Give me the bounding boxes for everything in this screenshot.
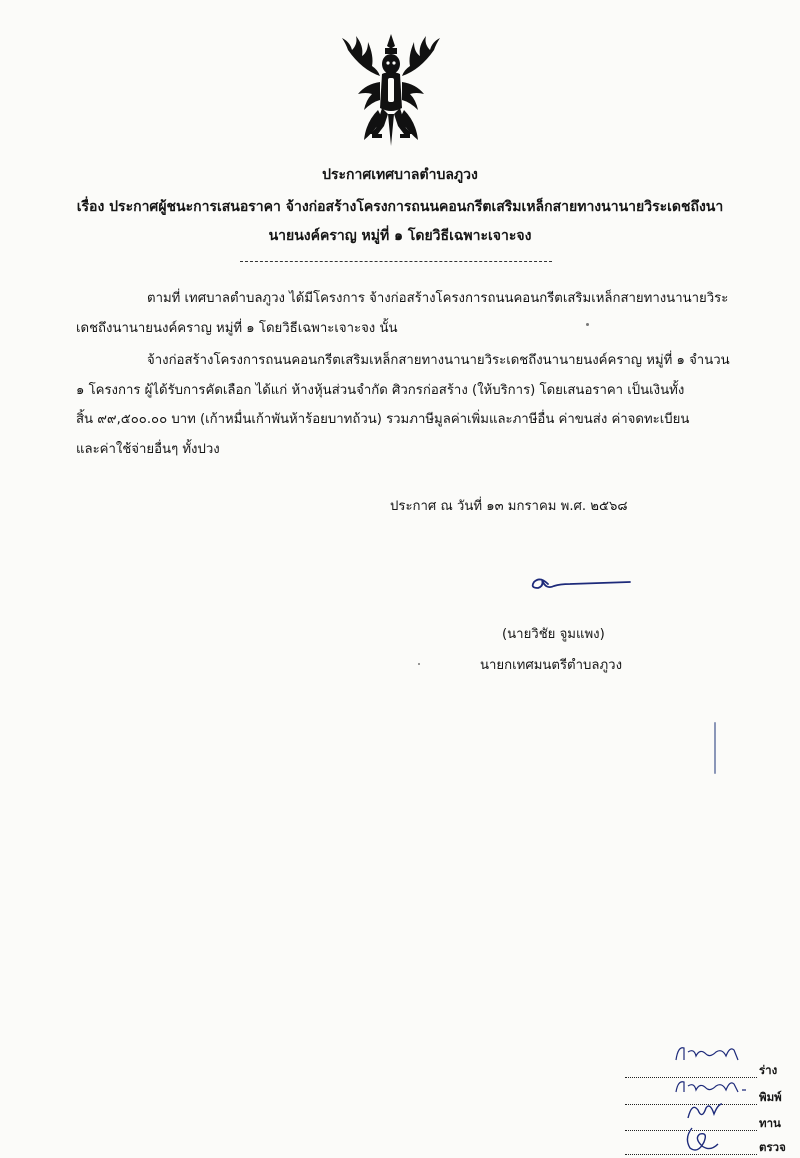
handwritten-initials-icon — [672, 1042, 742, 1064]
scan-speck — [586, 323, 589, 326]
stamp-label-verify: ตรวจ — [759, 1140, 786, 1154]
signatory-name: (นายวิชัย จูมแพง) — [502, 627, 605, 642]
paragraph-1-line-1: ตามที่ เทศบาลตำบลภูวง ได้มีโครงการ จ้างก่อสร้างโครงการถนนคอนกรีตเสริมเหล็กสายทางนานายวิระ — [147, 291, 729, 306]
title-divider — [240, 261, 552, 262]
announcement-title: ประกาศเทศบาลตำบลภูวง — [322, 167, 478, 183]
stamp-label-print: พิมพ์ — [759, 1090, 782, 1104]
signatory-position: นายกเทศมนตรีตำบลภูวง — [480, 658, 623, 673]
paragraph-2-line-4: และค่าใช้จ่ายอื่นๆ ทั้งปวง — [76, 442, 220, 457]
garuda-emblem-icon — [336, 30, 446, 150]
scan-speck — [418, 663, 420, 665]
paragraph-2-line-2: ๑ โครงการ ผู้ได้รับการคัดเลือก ได้แก่ ห้างหุ้นส่วนจำกัด ศิวกรก่อสร้าง (ให้บริการ) โดยเสนอราคา เป็นเงินทั้ง — [76, 383, 685, 398]
stamp-row-verify — [625, 1141, 795, 1157]
stamp-label-draft: ร่าง — [759, 1063, 778, 1077]
signature-mark-icon — [520, 576, 632, 594]
stamp-label-review: ทาน — [759, 1116, 781, 1130]
paragraph-1-line-2: เดชถึงนานายนงค์คราญ หมู่ที่ ๑ โดยวิธีเฉพาะเจาะจง นั้น — [76, 321, 398, 336]
subject-line-2: นายนงค์คราญ หมู่ที่ ๑ โดยวิธีเฉพาะเจาะจง — [268, 228, 532, 244]
paragraph-2-line-1: จ้างก่อสร้างโครงการถนนคอนกรีตเสริมเหล็กสายทางนานายวิระเดชถึงนานายนงค์คราญ หมู่ที่ ๑ จำนวน — [147, 353, 730, 368]
subject-line-1: เรื่อง ประกาศผู้ชนะการเสนอราคา จ้างก่อสร้างโครงการถนนคอนกรีตเสริมเหล็กสายทางนานายวิระเดชถึงนา — [76, 199, 724, 215]
scan-mark — [714, 722, 716, 774]
announcement-date: ประกาศ ณ วันที่ ๑๓ มกราคม พ.ศ. ๒๕๖๘ — [390, 499, 628, 514]
paragraph-2-line-3: สิ้น ๙๙,๕๐๐.๐๐ บาท (เก้าหมื่นเก้าพันห้าร้อยบาทถ้วน) รวมภาษีมูลค่าเพิ่มและภาษีอื่น ค่าขนส่ง ค่าจดทะเบียน — [76, 412, 690, 427]
